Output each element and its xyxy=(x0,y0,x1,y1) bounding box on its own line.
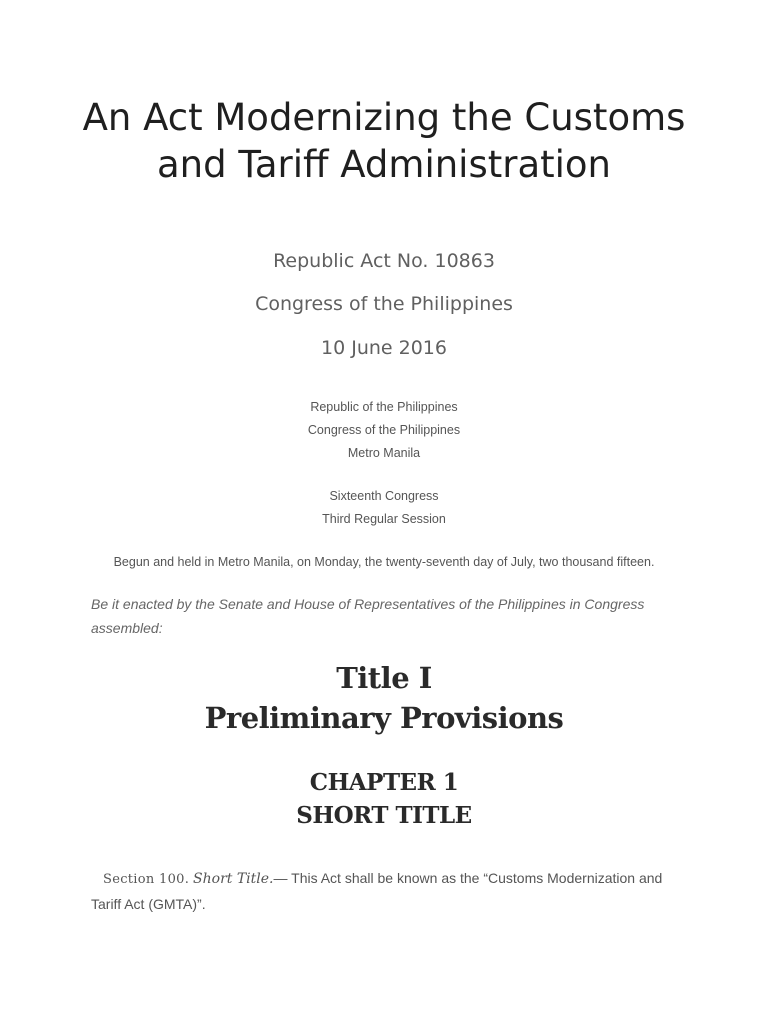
document-title: An Act Modernizing the Customs and Tariff Administration xyxy=(82,96,686,186)
chapter-name: SHORT TITLE xyxy=(296,802,472,829)
preamble-line: Metro Manila xyxy=(347,446,421,460)
session-line: Sixteenth Congress xyxy=(329,489,439,503)
preamble-line: Congress of the Philippines xyxy=(307,423,461,437)
enacting-clause: Be it enacted by the Senate and House of Representatives of the Philippines in Congress assembled: xyxy=(91,596,645,636)
preamble-line: Republic of the Philippines xyxy=(310,400,458,414)
session-line: Third Regular Session xyxy=(322,512,446,526)
title-number: Title I xyxy=(336,661,432,695)
section-label: Section 100. xyxy=(103,872,190,887)
act-number: Republic Act No. 10863 xyxy=(273,250,495,272)
title-name: Preliminary Provisions xyxy=(204,701,564,735)
act-date: 10 June 2016 xyxy=(321,337,447,359)
enacted-by: Congress of the Philippines xyxy=(255,293,513,315)
section-100 xyxy=(91,866,691,916)
chapter-number: CHAPTER 1 xyxy=(309,769,459,796)
section-name: Short Title. xyxy=(193,871,274,887)
section-body: — This Act shall be known as the “Customs Modernization and Tariff Act (GMTA)”. xyxy=(91,870,663,912)
begun-statement: Begun and held in Metro Manila, on Monday, the twenty-seventh day of July, two thousand fifteen. xyxy=(113,555,655,569)
